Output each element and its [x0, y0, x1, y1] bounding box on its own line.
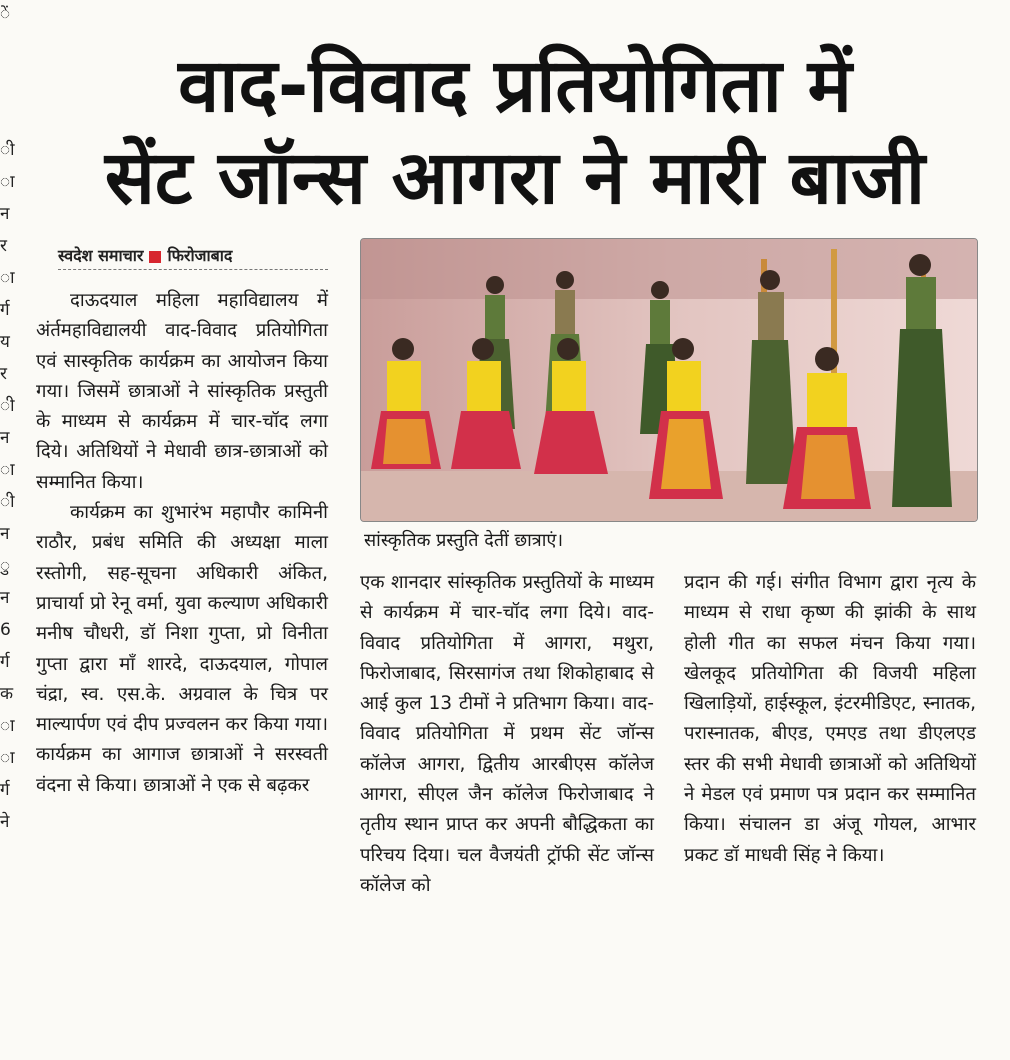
margin-fragment: न — [0, 204, 10, 224]
margin-fragment: न — [0, 588, 10, 608]
margin-fragment: न — [0, 428, 10, 448]
article-column-1 — [36, 286, 328, 801]
margin-fragment: क — [0, 684, 14, 704]
photo-illustration — [361, 239, 977, 521]
margin-fragment: ने — [0, 812, 10, 832]
margin-fragment: 6 — [0, 620, 11, 640]
article-paragraph-4: प्रदान की गई। संगीत विभाग द्वारा नृत्य के माध्यम से राधा कृष्ण की झांकी के साथ होली गीत का सफल मंचन किया गया। खेलकूद प्रतियोगिता की विजयी महिला खिलाड़ियों, हाईस्कूल, इंटरमीडिएट, स्नातक, परास्नातक, बीएड, एमएड तथा डीएलएड स्तर की सभी मेधावी छात्राओं को अतिथियों ने मेडल एवं प्रमाण पत्र प्रदान कर सम्मानित किया। संचालन डा अंजू गोयल, आभार प्रकट डॉ माधवी सिंह ने किया। — [684, 572, 976, 866]
margin-fragment: ा — [0, 172, 15, 192]
article-column-2 — [360, 568, 654, 901]
margin-fragment: ा — [0, 748, 15, 768]
byline-bullet-icon — [149, 251, 161, 263]
margin-fragment: ा — [0, 716, 15, 736]
margin-fragment: ी — [0, 140, 15, 160]
margin-fragment: ी — [0, 492, 15, 512]
byline-city: फिरोजाबाद — [167, 246, 233, 265]
margin-adjacent-column — [0, 0, 18, 1060]
margin-fragment: र — [0, 364, 7, 384]
headline-line-1: वाद-विवाद प्रतियोगिता में — [178, 43, 852, 129]
article-column-3 — [684, 568, 976, 871]
margin-fragment: ु — [0, 556, 11, 576]
margin-fragment: ा — [0, 460, 15, 480]
byline — [58, 244, 328, 270]
photo-caption: सांस्कृतिक प्रस्तुति देतीं छात्राएं। — [364, 530, 564, 551]
margin-fragment: र्ग — [0, 652, 10, 672]
margin-fragment: र — [0, 236, 7, 256]
article-paragraph-3: एक शानदार सांस्कृतिक प्रस्तुतियों के माध्यम से कार्यक्रम में चार-चॉद लगा दिये। वाद-विवाद प्रतियोगिता में आगरा, मथुरा, फिरोजाबाद, सिरसागंज तथा शिकोहाबाद से आई कुल 13 टीमों ने प्रतिभाग किया। वाद-विवाद प्रतियोगिता में प्रथम सेंट जॉन्स कॉलेज आगरा, द्वितीय आरबीएस कॉलेज आगरा, सीएल जैन कॉलेज फिरोजाबाद ने तृतीय स्थान प्राप्त कर अपनी बौद्धिकता का परिचय दिया। चल वैजयंती ट्रॉफी सेंट जॉन्स कॉलेज को — [360, 572, 654, 896]
margin-fragment: र्ग — [0, 780, 10, 800]
margin-fragment: ें — [0, 4, 11, 24]
dance-performance-photo — [360, 238, 978, 522]
margin-fragment: य — [0, 332, 10, 352]
headline-line-2: सेंट जॉन्स आगरा ने मारी बाजी — [104, 135, 926, 221]
margin-fragment: र्ग — [0, 300, 10, 320]
article-paragraph-1: दाऊदयाल महिला महाविद्यालय में अंर्तमहाविद्यालयी वाद-विवाद प्रतियोगिता एवं सास्कृतिक कार्यक्रम का आयोजन किया गया। जिसमें छात्राओं ने सांस्कृतिक प्रस्तुती के माध्यम से कार्यक्रम में चार-चॉद लगा दिये। अतिथियों ने मेधावी छात्र-छात्राओं को सम्मानित किया। — [36, 290, 328, 493]
article-paragraph-2: कार्यक्रम का शुभारंभ महापौर कामिनी राठौर, प्रबंध समिति की अध्यक्षा माला रस्तोगी, सह-सूचना अधिकारी अंकित, प्राचार्या प्रो रेनू वर्मा, युवा कल्याण अधिकारी मनीष चौधरी, डॉ निशा गुप्ता, प्रो विनीता गुप्ता द्वारा माँ शारदे, दाऊदयाल, गोपाल चंद्रा, स्व. एस.के. अग्रवाल के चित्र पर माल्यार्पण एवं दीप प्रज्वलन कर किया गया। कार्यक्रम का आगाज छात्राओं ने सरस्वती वंदना से किया। छात्राओं ने एक से बढ़कर — [36, 502, 328, 796]
margin-fragment: ी — [0, 396, 15, 416]
byline-agency: स्वदेश समाचार — [58, 246, 144, 265]
margin-fragment: ा — [0, 268, 15, 288]
margin-fragment: न — [0, 524, 10, 544]
